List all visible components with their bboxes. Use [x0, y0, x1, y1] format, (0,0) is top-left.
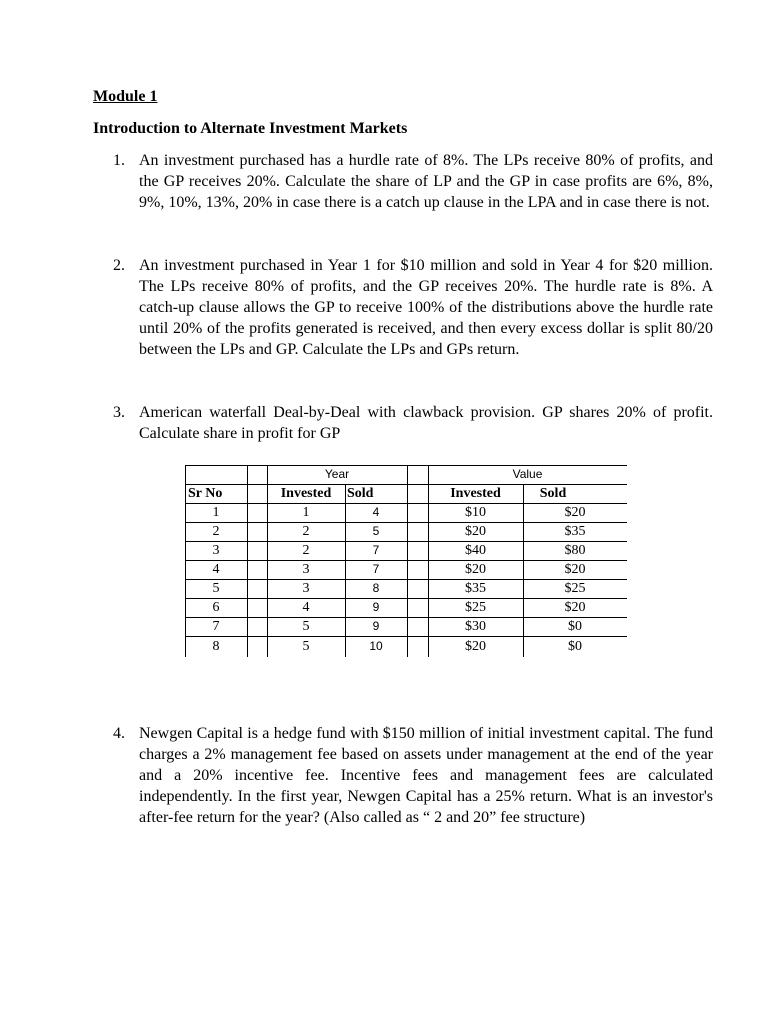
waterfall-table	[185, 465, 627, 657]
cell-sr: 2	[212, 524, 220, 539]
col-header-sr-no: Sr No	[188, 486, 223, 501]
cell-year-invested: 5	[302, 619, 310, 634]
cell-year-invested: 5	[302, 639, 310, 654]
cell-value-sold: $80	[564, 543, 586, 558]
cell-year-sold: 9	[372, 619, 380, 633]
question-number: 4.	[113, 725, 125, 742]
group-header-year: Year	[324, 467, 350, 481]
question-number: 1.	[113, 152, 125, 169]
cell-value-sold: $20	[564, 600, 586, 615]
cell-year-invested: 1	[302, 505, 310, 520]
cell-value-sold: $0	[568, 639, 582, 654]
col-header-year-invested: Invested	[280, 486, 332, 501]
cell-sr: 8	[212, 639, 220, 654]
question-number: 3.	[113, 404, 125, 421]
cell-year-sold: 7	[372, 562, 380, 576]
table-rule	[407, 465, 408, 657]
cell-value-invested: $20	[465, 639, 486, 654]
cell-value-invested: $25	[465, 600, 486, 615]
cell-year-invested: 2	[302, 524, 310, 539]
cell-year-sold: 9	[372, 600, 380, 614]
table-rule	[247, 465, 248, 657]
cell-sr: 1	[212, 505, 220, 520]
col-header-year-sold: Sold	[347, 486, 374, 501]
cell-value-invested: $10	[465, 505, 486, 520]
cell-year-invested: 4	[302, 600, 310, 615]
cell-value-sold: $25	[564, 581, 586, 596]
cell-year-sold: 8	[372, 581, 380, 595]
cell-value-invested: $20	[465, 524, 486, 539]
cell-year-sold: 5	[372, 524, 380, 538]
cell-year-sold: 7	[372, 543, 380, 557]
cell-value-sold: $20	[564, 562, 586, 577]
cell-value-sold: $35	[564, 524, 586, 539]
question-number: 2.	[113, 257, 125, 274]
section-heading: Introduction to Alternate Investment Markets	[93, 120, 408, 137]
cell-sr: 6	[212, 600, 220, 615]
cell-sr: 4	[212, 562, 220, 577]
cell-value-invested: $35	[465, 581, 486, 596]
question-text: Newgen Capital is a hedge fund with $150 million of initial investment capital. The fund charges a 2% management fee based on assets under management at the end of the year and a 20% incentive fee. Incentive fees and management fees are calculated independently. In the first year, Newgen Capital has a 25% return. What is an investor's after-fee return for the year? (Also called as “ 2 and 20” fee structure)	[139, 725, 713, 826]
cell-sr: 3	[212, 543, 220, 558]
question-2	[113, 255, 713, 360]
group-header-value: Value	[512, 467, 543, 481]
question-1	[113, 150, 713, 213]
cell-year-invested: 2	[302, 543, 310, 558]
cell-year-invested: 3	[302, 581, 310, 596]
cell-year-sold: 10	[369, 639, 383, 653]
question-4	[113, 723, 713, 828]
cell-value-invested: $30	[465, 619, 486, 634]
cell-value-sold: $20	[564, 505, 586, 520]
cell-value-invested: $20	[465, 562, 486, 577]
question-text: An investment purchased has a hurdle rate of 8%. The LPs receive 80% of profits, and the GP receives 20%. Calculate the share of LP and the GP in case profits are 6%, 8%, 9%, 10%, 13%, 20% in case there is a catch up clause in the LPA and in case there is not.	[139, 152, 713, 211]
question-text: An investment purchased in Year 1 for $10 million and sold in Year 4 for $20 million. The LPs receive 80% of profits, and the GP receives 20%. The hurdle rate is 8%. A catch-up clause allows the GP to receive 100% of the distributions above the hurdle rate until 20% of the profits generated is received, and then every excess dollar is split 80/20 between the LPs and GP. Calculate the LPs and GPs return.	[139, 257, 713, 358]
cell-year-sold: 4	[372, 505, 380, 519]
cell-value-invested: $40	[465, 543, 486, 558]
cell-sr: 7	[212, 619, 220, 634]
col-header-value-sold: Sold	[539, 486, 567, 501]
cell-value-sold: $0	[568, 619, 582, 634]
question-text: American waterfall Deal-by-Deal with clawback provision. GP shares 20% of profit. Calculate share in profit for GP	[139, 404, 713, 442]
module-heading: Module 1	[93, 88, 158, 105]
cell-sr: 5	[212, 581, 220, 596]
col-header-value-invested: Invested	[450, 486, 501, 501]
cell-year-invested: 3	[302, 562, 310, 577]
question-3	[113, 402, 713, 444]
